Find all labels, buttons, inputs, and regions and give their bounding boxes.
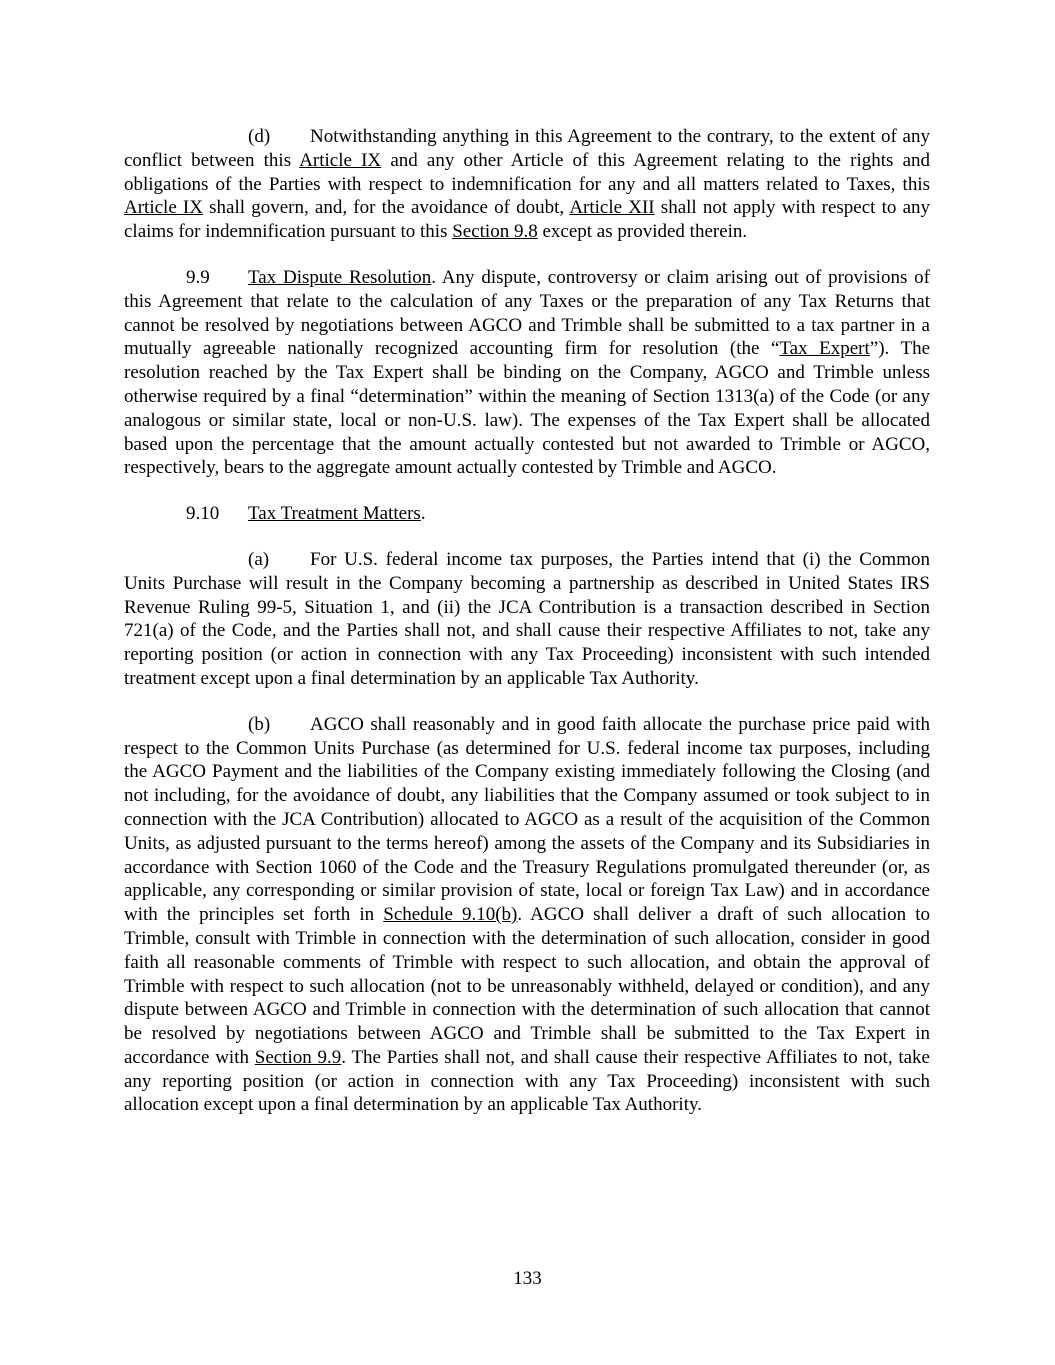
- paragraph-text: AGCO shall reasonably and in good faith allocate the purchase price paid with respect to the Common Units Purchase (as determined for U.S. federal income tax purposes, including the AGCO Payment and the liabilities of the Company existing immediately following the Closing (and not including, for the avoidance of doubt, any liabilities that the Company assumed or took subject to in connection with the JCA Contribution) allocated to AGCO as a result of the acquisition of the Common Units, as adjusted pursuant to the terms hereof) among the assets of the Company and its Subsidiaries in accordance with Section 1060 of the Code and the Treasury Regulations promulgated thereunder (or, as applicable, any corresponding or similar provision of state, local or foreign Tax Law) and in accordance with the principles set forth in: [124, 713, 930, 926]
- paragraph-text: .: [420, 503, 426, 525]
- paragraph-text: For U.S. federal income tax purposes, the Parties intend that (i) the Common Units Purchase will result in the Company becoming a partnership as described in United States IRS Revenue Ruling 99-5, Situation 1, and (ii) the JCA Contribution is a transaction described in Section 721(a) of the Code, and the Parties shall not, and shall cause their respective Affiliates to not, take any reporting position (or action in connection with any Tax Proceeding) inconsistent with such intended treatment except upon a final determination by an applicable Tax Authority.: [124, 548, 930, 689]
- cross-reference: Article XII: [569, 197, 655, 219]
- section-number: 9.9: [186, 266, 210, 288]
- cross-reference: Article IX: [299, 149, 382, 171]
- section-9-10: [124, 502, 930, 526]
- cross-reference: Section 9.9: [254, 1046, 342, 1068]
- paragraph-text: shall not apply with respect to any claims for indemnification pursuant to this: [124, 197, 930, 243]
- paragraph-number: (d): [248, 126, 271, 147]
- paragraph-9-10-b: [124, 713, 930, 1118]
- paragraph-9-8-d: [124, 125, 930, 244]
- defined-term: Tax Expert: [779, 338, 870, 360]
- paragraph-number: (b): [248, 713, 271, 735]
- paragraph-text: and any other Article of this Agreement relating to the rights and obligations of the Parties with respect to indemnification for any and all matters related to Taxes, this: [124, 149, 930, 195]
- cross-reference: Section 9.8: [452, 221, 538, 243]
- paragraph-text: ”). The resolution reached by the Tax Expert shall be binding on the Company, AGCO and Trimble unless otherwise required by a final “determination” within the meaning of Section 1313(a) of the Code (or any analogous or similar state, local or non-U.S. law). The expenses of the Tax Expert shall be allocated based upon the percentage that the amount actually contested but not awarded to Trimble or AGCO, respectively, bears to the aggregate amount actually contested by Trimble and AGCO.: [124, 338, 930, 479]
- paragraph-number: (a): [248, 548, 270, 570]
- document-page: [124, 125, 930, 1139]
- paragraph-text: Notwithstanding anything in this Agreement to the contrary, to the extent of any conflict between this: [124, 126, 930, 171]
- paragraph-text: . AGCO shall deliver a draft of such allocation to Trimble, consult with Trimble in connection with the determination of such allocation, consider in good faith all reasonable comments of Trimble with respect to such allocation, and obtain the approval of Trimble with respect to such allocation (not to be unreasonably withheld, delayed or condition), and any dispute between AGCO and Trimble in connection with the determination of such allocation that cannot be resolved by negotiations between AGCO and Trimble shall be submitted to the Tax Expert in accordance with: [124, 904, 930, 1068]
- section-heading: Tax Treatment Matters: [248, 503, 421, 525]
- section-heading: Tax Dispute Resolution: [248, 266, 432, 288]
- page-number: 133: [513, 1268, 542, 1289]
- paragraph-text: shall govern, and, for the avoidance of doubt,: [202, 197, 570, 219]
- cross-reference: Schedule 9.10(b): [383, 904, 518, 926]
- paragraph-text: . The Parties shall not, and shall cause their respective Affiliates to not, take any reporting position (or action in connection with any Tax Proceeding) inconsistent with such allocation except upon a final determination by an applicable Tax Authority.: [124, 1046, 930, 1116]
- paragraph-9-10-a: [124, 548, 930, 691]
- section-number: 9.10: [186, 503, 220, 525]
- section-9-9: [124, 266, 930, 480]
- cross-reference: Article IX: [124, 197, 203, 219]
- paragraph-text: except as provided therein.: [537, 221, 748, 243]
- paragraph-text: . Any dispute, controversy or claim arising out of provisions of this Agreement that relate to the calculation of any Taxes or the preparation of any Tax Returns that cannot be resolved by negotiations between AGCO and Trimble shall be submitted to a tax partner in a mutually agreeable nationally recognized accounting firm for resolution (the “: [124, 266, 930, 360]
